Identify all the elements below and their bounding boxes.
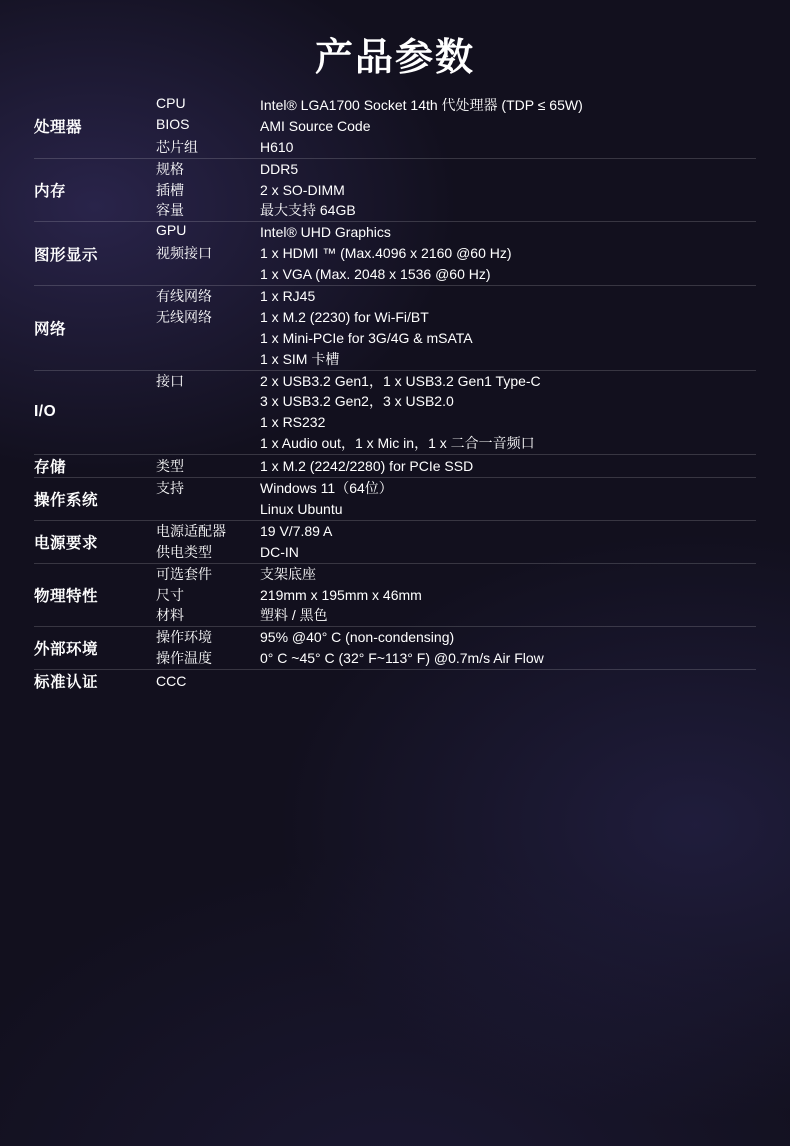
spec-value-line: 1 x M.2 (2230) for Wi-Fi/BT [260,308,429,325]
spec-item-value [260,605,756,626]
spec-item-value [260,180,756,201]
spec-item-label: 无线网络 [156,308,212,325]
spec-item-row [156,200,756,221]
spec-item-row [156,478,756,520]
spec-item-label: 接口 [156,372,184,389]
spec-value-line: 1 x Mini-PCIe for 3G/4G & mSATA [260,329,473,346]
spec-inner-table [156,95,756,158]
spec-item-label: 操作温度 [156,650,212,667]
spec-item-value [260,648,756,669]
spec-section-row [34,478,756,521]
spec-row-group [156,158,756,222]
spec-section-row [34,563,756,627]
spec-category: 内存 [34,158,156,222]
spec-item-value [260,673,756,689]
spec-category: 电源要求 [34,520,156,563]
spec-item-label: 尺寸 [156,586,184,603]
spec-item-row [156,605,756,626]
spec-value-line: 1 x RJ45 [260,288,316,305]
spec-table-body [34,95,756,692]
spec-value-line: Windows 11（64位） [260,480,393,497]
spec-inner-table [156,159,756,222]
spec-item-label: 操作环境 [156,629,212,646]
spec-row-group [156,455,756,478]
spec-value-line: H610 [260,138,294,155]
spec-value-line: 1 x HDMI ™ (Max.4096 x 2160 @60 Hz) [260,245,512,262]
spec-item-row [156,456,756,477]
spec-value-line: 塑料 / 黑色 [260,607,328,624]
spec-inner-table [156,478,756,520]
spec-value-line: 95% @40° C (non-condensing) [260,629,455,646]
spec-value-line: 1 x Audio out，1 x Mic in，1 x 二合一音频口 [260,435,535,452]
spec-item-label: 规格 [156,160,184,177]
spec-category: 处理器 [34,95,156,158]
spec-item-label: GPU [156,222,187,239]
spec-item-label: CPU [156,95,186,111]
spec-item-value [260,371,756,455]
spec-inner-table [156,627,756,669]
spec-item-label: 材料 [156,607,184,624]
spec-item-value [260,585,756,606]
spec-value-line [260,673,756,675]
spec-value-line: Intel® UHD Graphics [260,224,391,241]
spec-category: 图形显示 [34,222,156,286]
spec-item-value [260,307,756,370]
spec-inner-table [156,222,756,285]
spec-value-line: 219mm x 195mm x 46mm [260,586,422,603]
spec-category: I/O [34,370,156,455]
spec-item-row [156,673,756,689]
spec-value-line: AMI Source Code [260,117,371,134]
spec-item-label: 类型 [156,457,184,474]
spec-item-value [260,286,756,307]
spec-item-row [156,542,756,563]
spec-item-value [260,116,756,137]
spec-item-row [156,159,756,180]
spec-value-line: 1 x RS232 [260,414,326,431]
spec-row-group [156,222,756,286]
spec-value-line: 2 x SO-DIMM [260,181,345,198]
spec-category: 标准认证 [34,674,99,692]
spec-item-label: CCC [156,673,187,690]
spec-item-value [260,200,756,221]
spec-item-value [260,456,756,477]
spec-item-label: 电源适配器 [156,522,226,539]
spec-value-line: 1 x M.2 (2242/2280) for PCIe SSD [260,457,474,474]
spec-section-row [34,95,756,158]
spec-item-label: 有线网络 [156,288,212,305]
spec-item-row [156,243,756,285]
spec-item-value [260,95,756,116]
spec-row-group [156,670,756,693]
spec-item-label: 芯片组 [156,138,198,155]
spec-item-row [156,307,756,370]
spec-item-row [156,286,756,307]
spec-item-value [260,137,756,158]
spec-value-line: DDR5 [260,160,299,177]
spec-row-group [156,370,756,455]
spec-category: 外部环境 [34,627,156,670]
spec-category: 网络 [34,286,156,371]
spec-category: 物理特性 [34,563,156,627]
spec-item-label: 可选套件 [156,565,212,582]
spec-item-label: BIOS [156,115,190,132]
spec-item-row [156,371,756,455]
spec-item-label: 供电类型 [156,543,212,560]
spec-value-line: 1 x SIM 卡槽 [260,350,340,367]
spec-item-value [260,159,756,180]
spec-value-line: 19 V/7.89 A [260,522,333,539]
spec-row-group [156,520,756,563]
spec-item-label: 支持 [156,480,184,497]
spec-section-row [34,222,756,286]
spec-row-group [156,286,756,371]
spec-value-line: 3 x USB3.2 Gen2，3 x USB2.0 [260,393,454,410]
spec-value-line: Intel® LGA1700 Socket 14th 代处理器 (TDP ≤ 65W) [260,97,583,113]
spec-section-row [34,627,756,670]
spec-item-row [156,222,756,243]
spec-item-row [156,585,756,606]
spec-item-row [156,180,756,201]
spec-item-value [260,542,756,563]
spec-item-label: 插槽 [156,181,184,198]
spec-item-value [260,564,756,585]
spec-section-row [34,520,756,563]
spec-item-row [156,627,756,648]
spec-value-line: 2 x USB3.2 Gen1，1 x USB3.2 Gen1 Type-C [260,372,541,389]
spec-item-row [156,116,756,137]
spec-category: 存储 [34,455,156,478]
spec-category: 操作系统 [34,478,156,521]
page-title: 产品参数 [314,37,475,79]
spec-item-row [156,564,756,585]
spec-table [34,95,756,692]
spec-item-row [156,95,756,116]
spec-inner-table [156,564,756,627]
spec-row-group [156,478,756,521]
spec-item-row [156,521,756,542]
spec-item-row [156,648,756,669]
spec-item-row [156,137,756,158]
spec-section-row [34,158,756,222]
spec-section-row [34,370,756,455]
spec-item-value [260,222,756,243]
spec-item-label: 容量 [156,202,184,219]
spec-inner-table [156,286,756,370]
spec-inner-table [156,371,756,455]
spec-value-line: DC-IN [260,543,299,560]
spec-item-value [260,478,756,520]
spec-section-row [34,670,756,693]
spec-row-group [156,627,756,670]
spec-inner-table [156,673,756,689]
spec-row-group [156,563,756,627]
spec-item-label: 视频接口 [156,245,212,262]
spec-inner-table [156,521,756,563]
spec-section-row [34,286,756,371]
spec-item-value [260,521,756,542]
spec-value-line: 最大支持 64GB [260,202,356,219]
spec-value-line: 0° C ~45° C (32° F~113° F) @0.7m/s Air Flow [260,650,544,667]
spec-item-value [260,243,756,285]
spec-value-line: Linux Ubuntu [260,501,343,518]
spec-row-group [156,95,756,158]
spec-section-row [34,455,756,478]
spec-value-line: 支架底座 [260,565,316,582]
spec-item-value [260,627,756,648]
spec-value-line: 1 x VGA (Max. 2048 x 1536 @60 Hz) [260,266,491,283]
spec-inner-table [156,456,756,477]
